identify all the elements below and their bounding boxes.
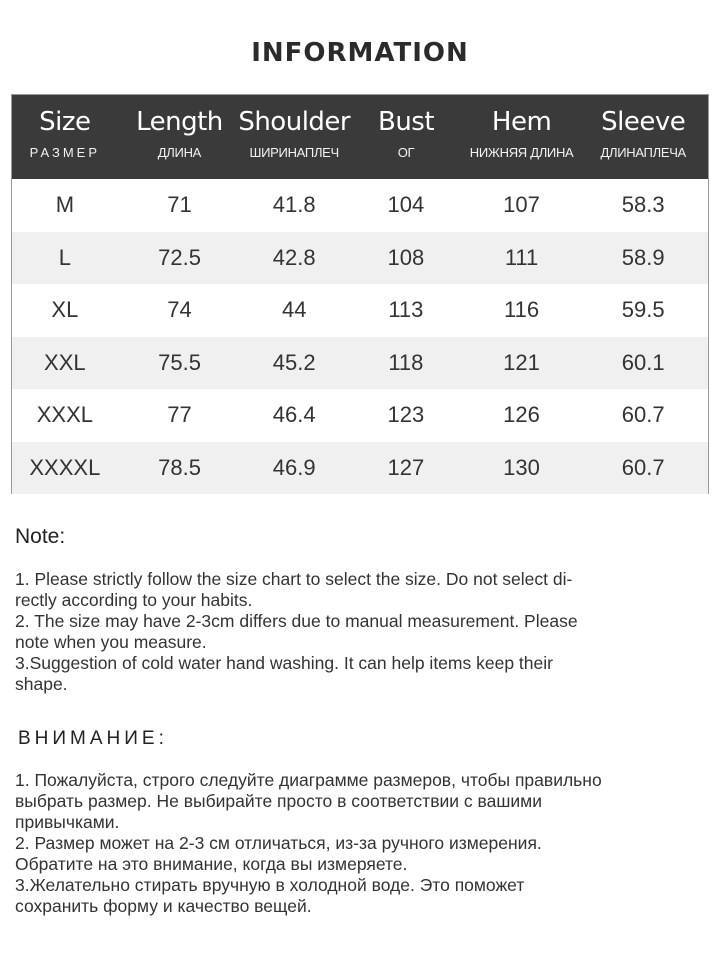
note-text — [15, 569, 705, 695]
cell-sleeve: 59.5 — [621, 297, 665, 323]
note-line: note when you measure. — [15, 632, 207, 652]
header-label: Length — [136, 107, 223, 137]
note-line: 3.Suggestion of cold water hand washing. It can help items keep their — [15, 653, 553, 673]
cell-hem: 107 — [503, 192, 540, 218]
page-title: INFORMATION — [251, 38, 469, 68]
cell-bust: 127 — [387, 454, 425, 480]
header-sublabel: ДЛИНА — [157, 145, 202, 160]
cell-size: XXL — [44, 349, 86, 375]
cell-bust: 113 — [388, 297, 424, 323]
header-shoulder — [238, 95, 351, 179]
table-row — [12, 232, 708, 285]
note-line: 1. Please strictly follow the size chart to select the size. Do not select di- — [15, 569, 573, 589]
table-row — [12, 179, 708, 232]
cell-sleeve: 58.3 — [621, 192, 665, 218]
header-label: Size — [39, 107, 91, 137]
cell-sleeve: 58.9 — [621, 244, 665, 270]
header-sublabel: ШИРИНАПЛЕЧ — [249, 145, 339, 160]
cell-bust: 118 — [388, 349, 424, 375]
ru-note-line: 2. Размер может на 2-3 см отличаться, из-за ручного измерения. — [15, 833, 542, 853]
cell-length: 71 — [167, 192, 192, 218]
cell-shoulder: 44 — [281, 297, 307, 323]
ru-note-heading: ВНИМАНИЕ: — [18, 728, 168, 749]
note-heading: Note: — [15, 525, 66, 548]
header-sleeve — [578, 95, 708, 179]
cell-length: 78.5 — [158, 454, 201, 480]
cell-sleeve: 60.1 — [621, 349, 665, 375]
note-line: rectly according to your habits. — [15, 590, 253, 610]
cell-length: 75.5 — [158, 349, 201, 375]
cell-shoulder: 46.9 — [272, 454, 316, 480]
ru-note-text — [15, 770, 705, 917]
cell-hem: 111 — [504, 244, 539, 270]
cell-bust: 108 — [387, 244, 425, 270]
cell-shoulder: 45.2 — [272, 349, 316, 375]
table-row — [12, 389, 708, 442]
header-label: Shoulder — [238, 107, 351, 137]
note-line: shape. — [15, 674, 68, 694]
cell-bust: 104 — [387, 192, 425, 218]
table-row — [12, 442, 708, 495]
header-label: Hem — [491, 107, 552, 137]
cell-hem: 121 — [503, 349, 540, 375]
ru-note-line: 3.Желательно стирать вручную в холодной воде. Это поможет — [15, 875, 525, 895]
cell-bust: 123 — [387, 402, 425, 428]
header-length — [118, 95, 242, 179]
cell-size: XXXXL — [29, 454, 101, 480]
header-size — [12, 95, 118, 179]
cell-sleeve: 60.7 — [621, 454, 665, 480]
table-row — [12, 337, 708, 390]
header-bust — [347, 95, 465, 179]
cell-length: 74 — [167, 297, 192, 323]
cell-hem: 126 — [503, 402, 540, 428]
ru-note-line: выбрать размер. Не выбирайте просто в соответствии с вашими — [15, 791, 542, 811]
cell-shoulder: 46.4 — [272, 402, 316, 428]
ru-note-line: 1. Пожалуйста, строго следуйте диаграмме размеров, чтобы правильно — [15, 770, 602, 790]
header-label: Bust — [377, 107, 435, 137]
cell-shoulder: 42.8 — [272, 244, 316, 270]
cell-size: L — [58, 244, 71, 270]
cell-sleeve: 60.7 — [621, 402, 665, 428]
size-table — [11, 94, 709, 494]
cell-size: XXXL — [36, 402, 93, 428]
header-hem — [465, 95, 579, 179]
cell-hem: 130 — [503, 454, 540, 480]
ru-note-line: привычками. — [15, 812, 120, 832]
header-sublabel: РАЗМЕР — [29, 145, 100, 160]
table-row — [12, 284, 708, 337]
table-header — [12, 95, 708, 179]
header-sublabel: НИЖНЯЯ ДЛИНА — [469, 145, 574, 160]
cell-size: XL — [51, 297, 79, 323]
header-label: Sleeve — [601, 107, 686, 137]
header-sublabel: ОГ — [397, 145, 415, 160]
cell-length: 77 — [167, 402, 192, 428]
ru-note-line: сохранить форму и качество вещей. — [15, 896, 312, 916]
header-sublabel: ДЛИНАПЛЕЧА — [600, 145, 686, 160]
ru-note-line: Обратите на это внимание, когда вы измеряете. — [15, 854, 408, 874]
cell-hem: 116 — [504, 297, 540, 323]
cell-shoulder: 41.8 — [272, 192, 316, 218]
note-line: 2. The size may have 2-3cm differs due to manual measurement. Please — [15, 611, 578, 631]
cell-length: 72.5 — [158, 244, 201, 270]
cell-size: M — [55, 192, 75, 218]
